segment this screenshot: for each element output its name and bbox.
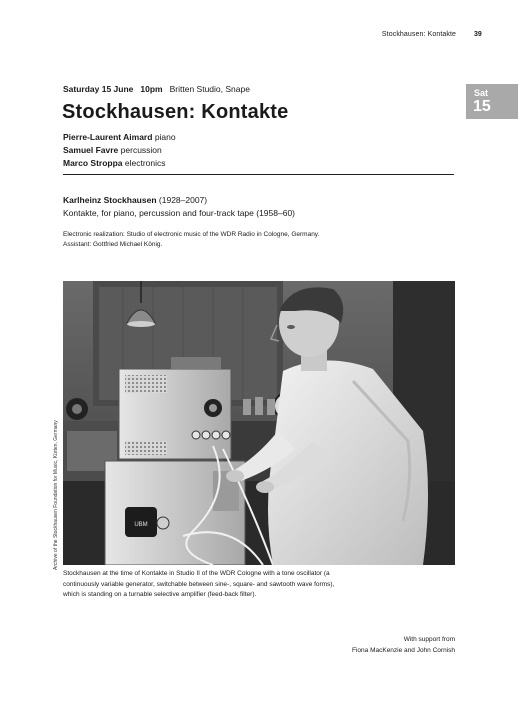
caption-line: Stockhausen at the time of Kontakte in Studio II of the WDR Cologne with a tone oscillator (a	[63, 570, 330, 577]
section-divider	[63, 174, 454, 175]
date-tab-day: 15	[473, 98, 491, 115]
performer-name: Samuel Favre	[63, 145, 119, 155]
performer	[63, 157, 176, 170]
device-label: UBM	[134, 522, 148, 528]
photo-caption	[63, 569, 458, 601]
event-venue: Britten Studio, Snape	[169, 84, 250, 94]
running-title: Stockhausen: Kontakte	[381, 31, 456, 38]
composer-dates: (1928–2007)	[158, 195, 208, 205]
work-notes	[63, 230, 319, 250]
support-credit	[300, 634, 455, 656]
support-names: Fiona MacKenzie and John Cornish	[352, 647, 455, 654]
photo-credit: Archive of the Stockhausen Foundation for Music, Kürten, Germany	[53, 420, 59, 570]
page-title: Stockhausen: Kontakte	[62, 101, 289, 123]
performer-role: electronics	[124, 158, 166, 168]
performer-list	[63, 131, 176, 170]
date-tab	[466, 84, 518, 119]
composer-name: Karlheinz Stockhausen	[63, 195, 157, 205]
performer-role: piano	[154, 132, 176, 142]
realization-note: Electronic realization: Studio of electronic music of the WDR Radio in Cologne, Germany.	[63, 231, 320, 238]
performer-name: Pierre-Laurent Aimard	[63, 132, 153, 142]
performer	[63, 131, 176, 144]
performer	[63, 144, 176, 157]
caption-line: which is standing on a turnable selective amplifier (feed-back filter).	[63, 591, 257, 598]
event-time: 10pm	[140, 84, 163, 94]
assistant-note: Assistant: Gottfried Michael König.	[63, 241, 163, 248]
archival-photo	[63, 281, 455, 565]
performer-name: Marco Stroppa	[63, 158, 123, 168]
date-tab-weekday: Sat	[474, 88, 489, 98]
performer-role: percussion	[120, 145, 162, 155]
page-number: 39	[474, 31, 482, 38]
support-label: With support from	[403, 636, 455, 643]
event-date: Saturday 15 June	[63, 84, 134, 94]
work-heading	[63, 194, 295, 219]
event-datetime	[63, 84, 250, 94]
caption-line: continuously variable generator, switchable between sine-, square- and sawtooth wave forms),	[63, 580, 335, 588]
work-title: Kontakte, for piano, percussion and four-track tape (1958–60)	[63, 207, 296, 218]
